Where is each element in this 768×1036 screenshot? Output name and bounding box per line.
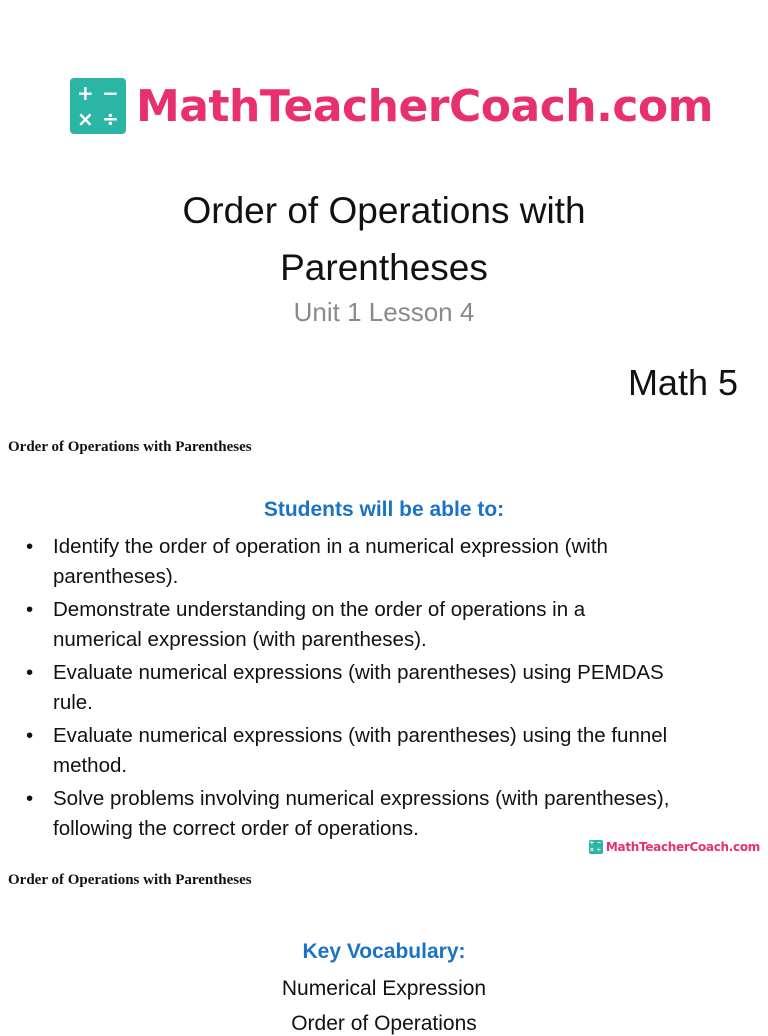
bullet-icon: • — [26, 724, 34, 747]
lesson-title-line1: Order of Operations with — [182, 190, 586, 231]
bullet-icon: • — [26, 535, 34, 558]
lesson-title-line2: Parentheses — [280, 247, 488, 288]
calculator-ops-icon: + − × ÷ — [589, 840, 601, 854]
course-name: Math 5 — [627, 362, 738, 403]
slide-label: Order of Operations with Parentheses — [8, 439, 252, 455]
brand-name: MathTeacherCoach.com — [136, 80, 713, 132]
vocab-heading: Key Vocabulary: — [302, 940, 466, 963]
vocab-term: Numerical Expression — [281, 977, 487, 1000]
footer-brand-logo — [589, 840, 760, 854]
bullet-icon: • — [26, 661, 34, 684]
footer-brand-name: MathTeacherCoach.com — [605, 840, 760, 854]
brand-logo — [70, 76, 713, 136]
slide-label: Order of Operations with Parentheses — [8, 872, 252, 888]
list-item: • Evaluate numerical expressions (with parentheses) using PEMDAS rule. — [26, 658, 726, 718]
objectives-list — [26, 532, 726, 847]
list-item: • Identify the order of operation in a numerical expression (with parentheses). — [26, 532, 726, 592]
list-item: • Demonstrate understanding on the order of operations in a numerical expression (with parentheses). — [26, 595, 726, 655]
bullet-icon: • — [26, 598, 34, 621]
vocab-term: Order of Operations — [291, 1012, 477, 1035]
list-item: • Evaluate numerical expressions (with parentheses) using the funnel method. — [26, 721, 726, 781]
bullet-icon: • — [26, 787, 34, 810]
calculator-ops-icon: + − × ÷ — [70, 78, 126, 134]
objectives-heading: Students will be able to: — [263, 498, 505, 521]
list-item: • Solve problems involving numerical expressions (with parentheses), following the correct order of operations. — [26, 784, 726, 844]
lesson-subtitle: Unit 1 Lesson 4 — [293, 297, 475, 327]
